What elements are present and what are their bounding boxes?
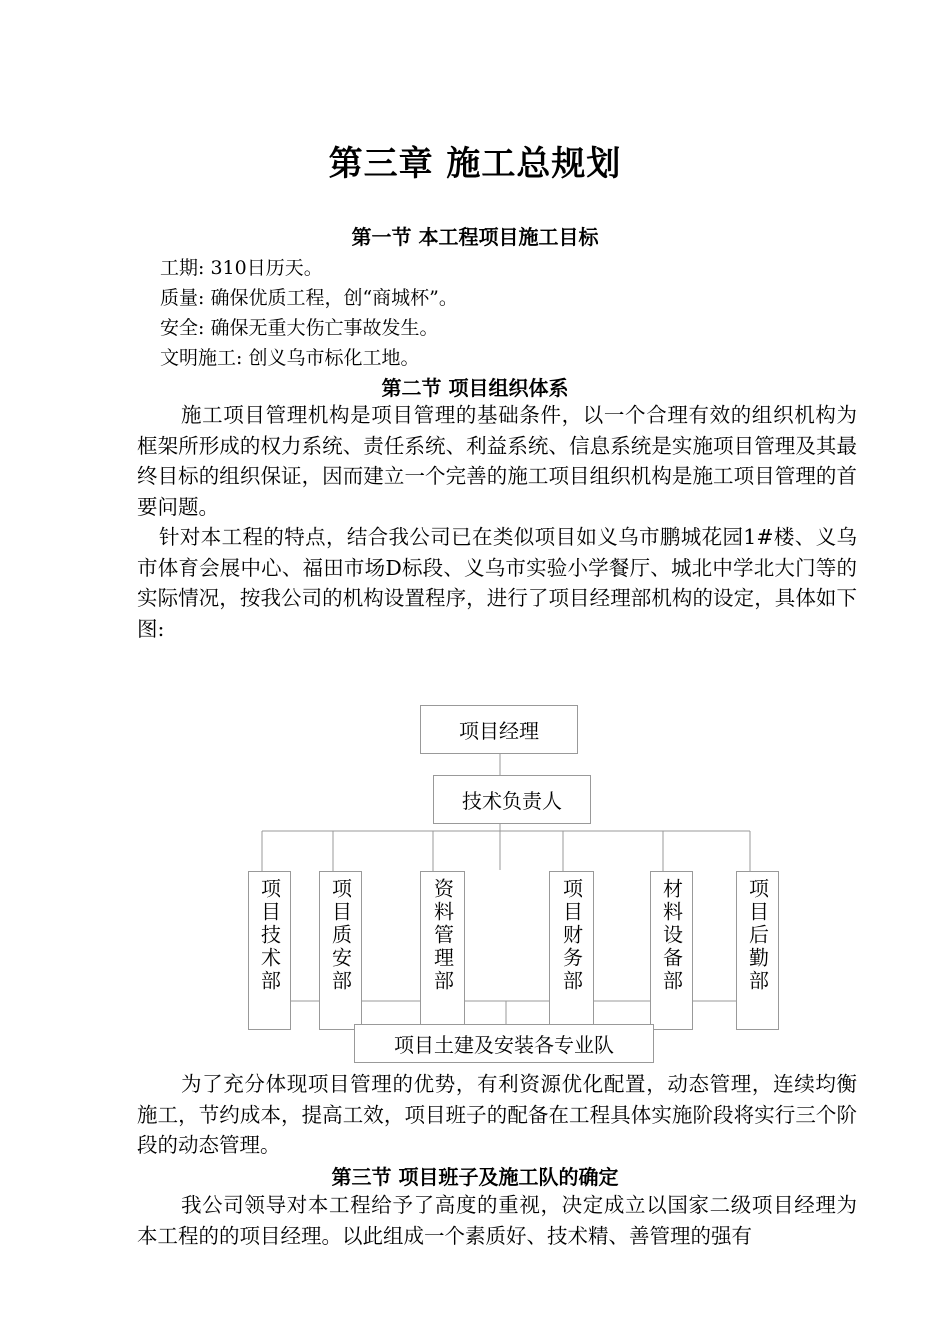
- dept-label: 项目后勤部: [745, 878, 770, 993]
- org-node-construction-teams: 项目土建及安装各专业队: [354, 1024, 654, 1063]
- org-node-project-manager: 项目经理: [420, 705, 578, 754]
- section2-paragraph-3: 为了充分体现项目管理的优势，有利资源优化配置，动态管理，连续均衡施工，节约成本，提高工效，项目班子的配备在工程具体实施阶段将实行三个阶段的动态管理。: [137, 1072, 857, 1157]
- dept-label: 资料管理部: [430, 878, 455, 993]
- org-node-documents-dept: [420, 871, 465, 1030]
- section3-paragraph-1: 我公司领导对本工程给予了高度的重视，决定成立以国家二级项目经理为本工程的的项目经理。以此组成一个素质好、技术精、善管理的强有: [137, 1193, 857, 1248]
- org-node-quality-safety-dept: [319, 871, 362, 1030]
- goal-duration: 工期: 310日历天。: [160, 257, 323, 279]
- org-node-logistics-dept: [736, 871, 779, 1030]
- section2-title: 第二节 项目组织体系: [381, 376, 569, 400]
- dept-label: 项目财务部: [559, 878, 584, 993]
- section3-title: 第三节 项目班子及施工队的确定: [331, 1165, 619, 1189]
- dept-label: 材料设备部: [659, 878, 684, 993]
- dept-label: 项目技术部: [257, 878, 282, 993]
- goal-quality: 质量: 确保优质工程，创“商城杯”。: [160, 287, 458, 309]
- chapter-title: 第三章 施工总规划: [328, 144, 622, 184]
- section2-paragraph-1: 施工项目管理机构是项目管理的基础条件，以一个合理有效的组织机构为框架所形成的权力系统、责任系统、利益系统、信息系统是实施项目管理及其最终目标的组织保证，因而建立一个完善的施工项目组织机构是施工项目管理的首要问题。: [137, 403, 857, 519]
- org-node-finance-dept: [549, 871, 594, 1030]
- goal-safety: 安全: 确保无重大伤亡事故发生。: [160, 317, 439, 339]
- section1-title: 第一节 本工程项目施工目标: [351, 225, 599, 249]
- org-node-materials-dept: [650, 871, 693, 1030]
- section2-paragraph-2: 针对本工程的特点，结合我公司已在类似项目如义乌市鹏城花园1#楼、义乌市体育会展中心、福田市场D标段、义乌市实验小学餐厅、城北中学北大门等的实际情况，按我公司的机构设置程序，进行了项目经理部机构的设定，具体如下图:: [137, 525, 857, 641]
- org-node-technical-lead: 技术负责人: [433, 775, 591, 824]
- org-node-technical-dept: [248, 871, 291, 1030]
- goal-civilized-construction: 文明施工: 创义乌市标化工地。: [160, 347, 420, 369]
- dept-label: 项目质安部: [328, 878, 353, 993]
